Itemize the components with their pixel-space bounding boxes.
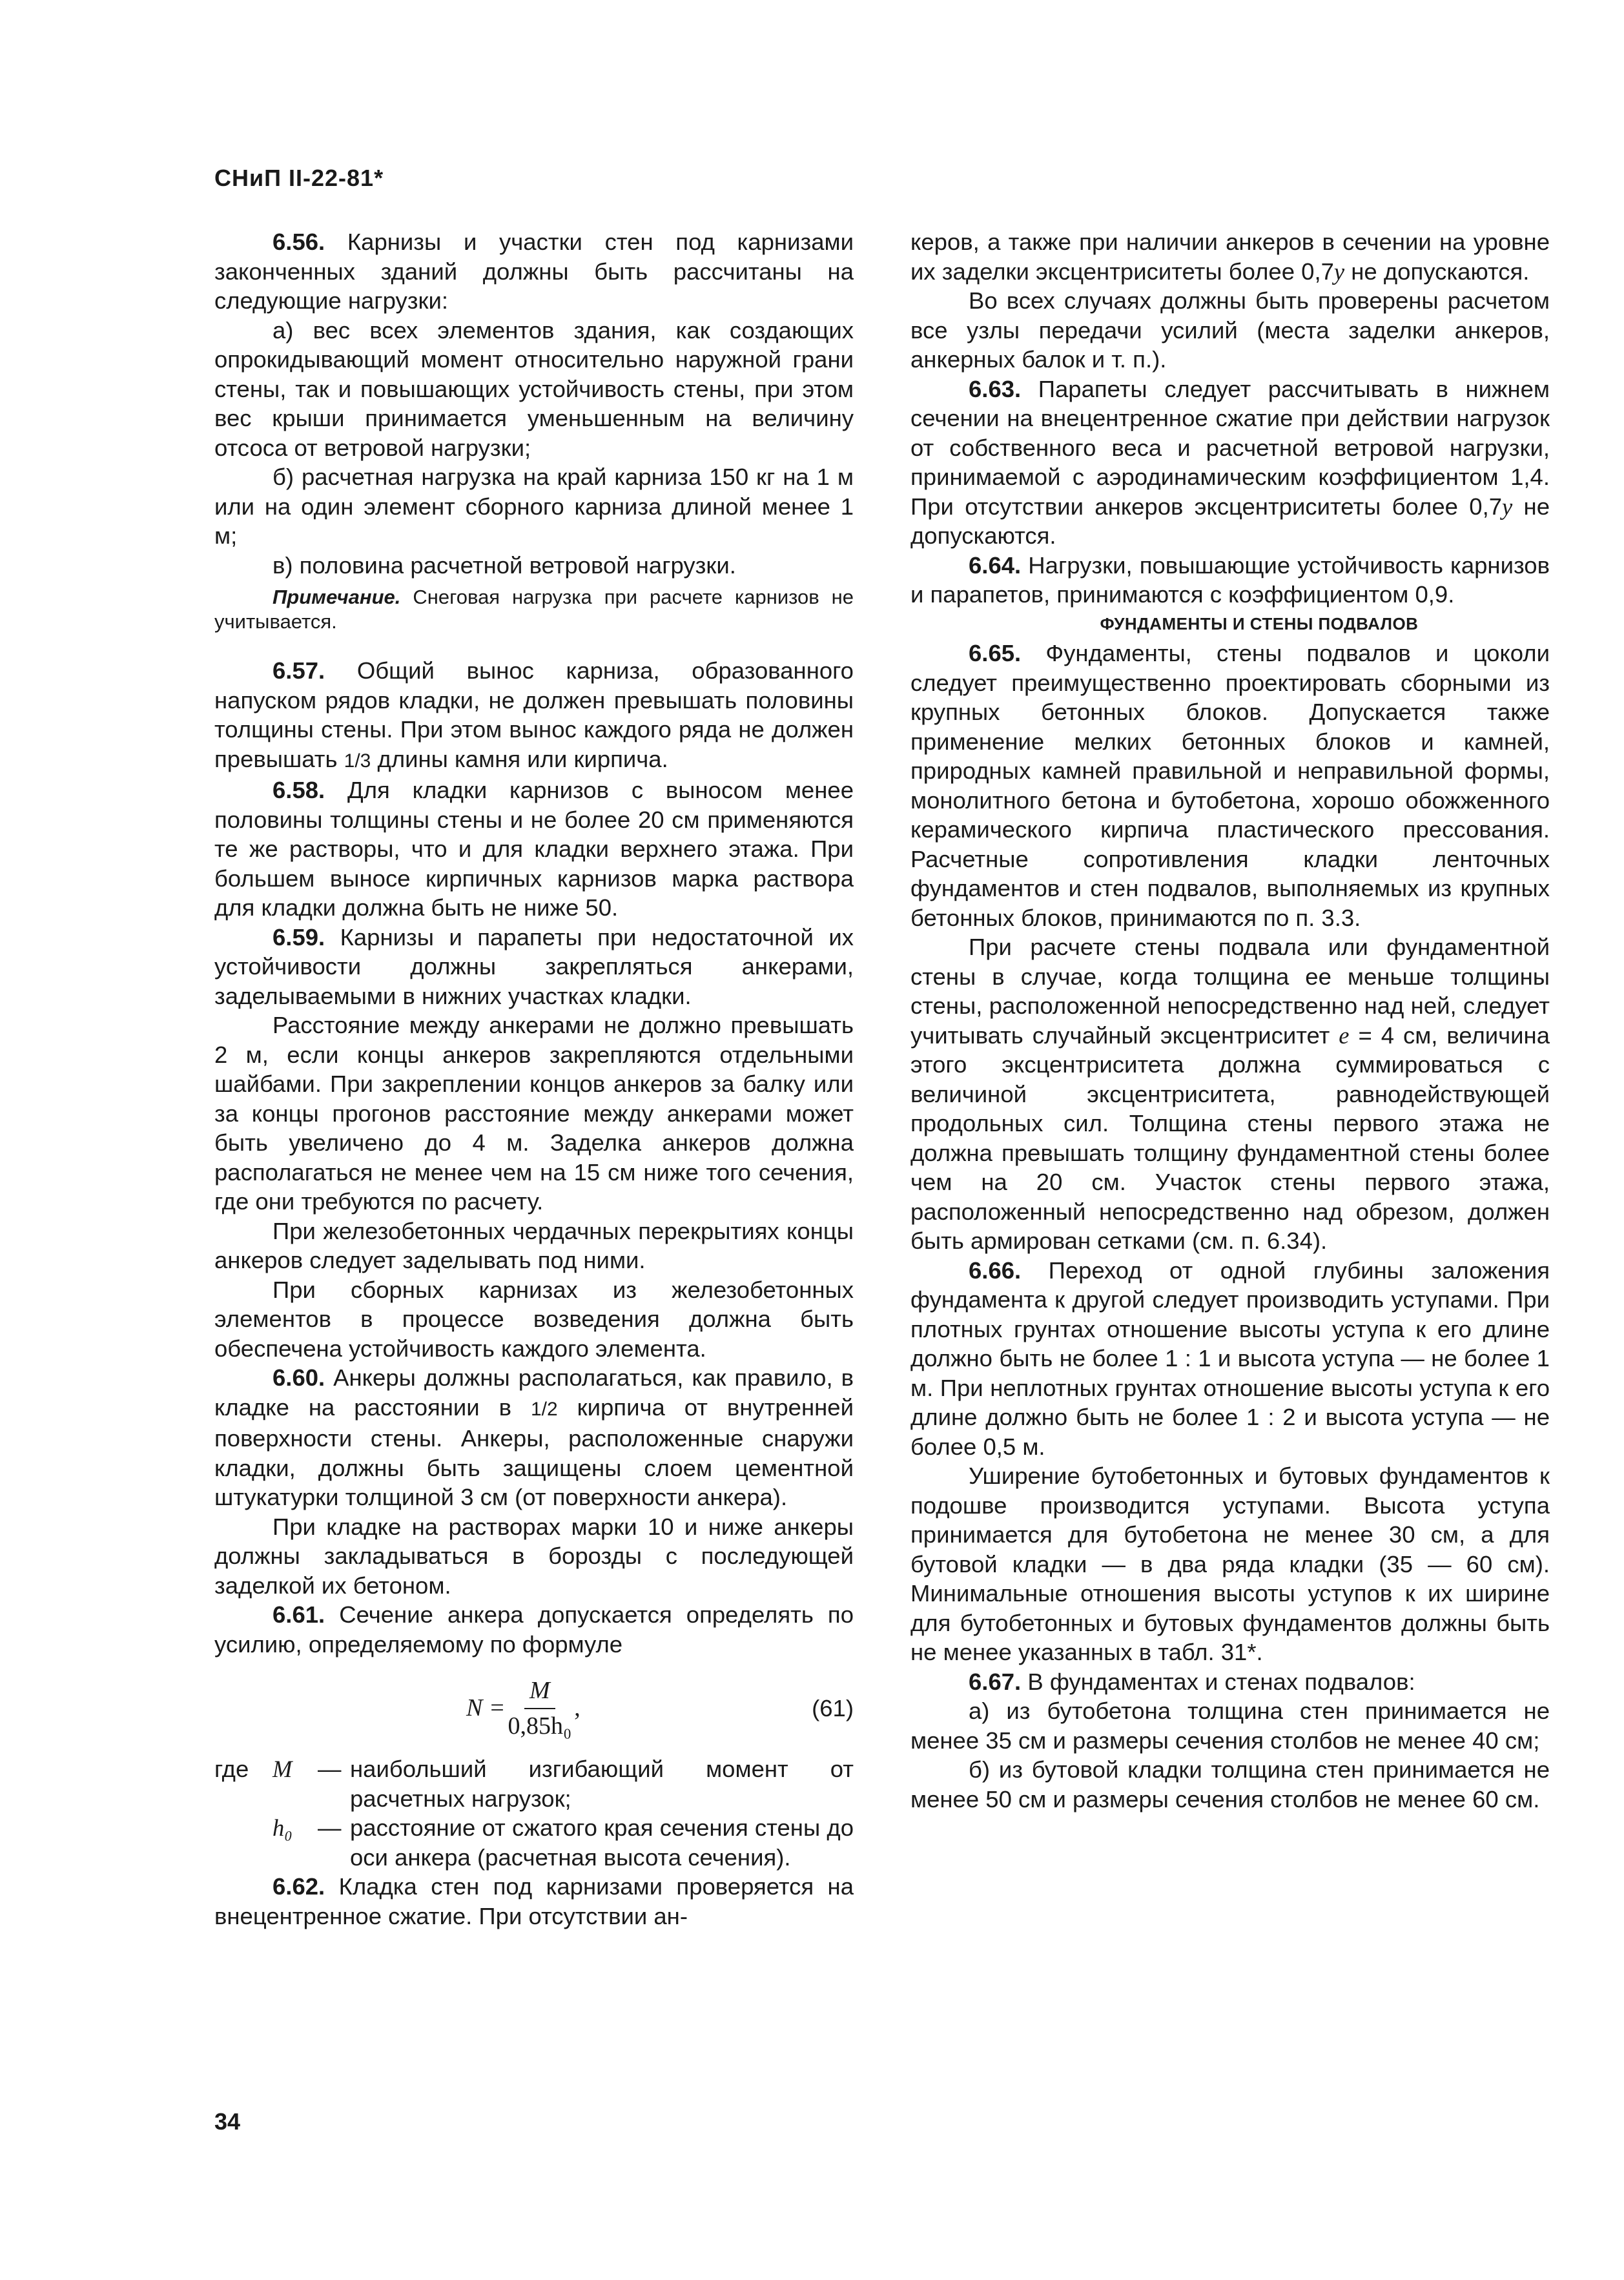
paragraph-6-62 [214,1872,854,1931]
clause-number: 6.59. [272,923,325,950]
paragraph-text: Фундаменты, стены подвалов и цоколи следует преимущественно проектировать сборными из крупных бетонных блоков. Допускается также применение мелких бетонных блоков и камней, природных камней правильной и неправильной формы, монолитного бетона и бутобетона, хорошо обожженного керамического кирпича пластического прессования. Расчетные сопротивления кладки ленточных фундаментов и стен подвалов, выполняемых из крупных бетонных блоков, принимаются по п. 3.3. [910,640,1550,931]
page-number: 34 [214,2108,241,2135]
paragraph-6-66-2: Уширение бутобетонных и бутовых фундаментов к подошве производится уступами. Высота уступа принимается для бутобетона не менее 30 см, а для бутовой кладки — в два ряда кладки (35 — 60 см). Минимальные отношения высоты уступов к их ширине для бутобетонных и бутовых фундаментов должны быть не менее указанных в табл. 31*. [910,1463,1550,1665]
paragraph-text: Карнизы и парапеты при недостаточной их устойчивости должны закрепляться анкерами, заделываемыми в нижних участках кладки. [214,923,854,1009]
paragraph-6-60 [214,1363,854,1512]
formula-number: (61) [812,1695,854,1721]
clause-number: 6.66. [969,1257,1022,1284]
formula-body [466,1667,581,1751]
paragraph-text: длины камня или кирпича. [371,745,668,772]
where-label: где [214,1756,249,1782]
paragraph-6-64 [910,551,1550,610]
paragraph-text: В фундаментах и стенах подвалов: [1021,1668,1415,1695]
inline-fraction: 1/2 [530,1398,558,1420]
right-column [910,227,1550,1814]
paragraph-text: = 4 см, величина этого эксцентриситета должна суммироваться с величиной эксцентриситета, равнодействующей продольных сил. Толщина стены первого этажа не должна превышать толщину фундаментной стены более чем на 20 см. Участок стены первого этажа, расположенный непосредственно над обрезом, должен быть армирован сетками (см. п. 6.34). [910,1022,1550,1254]
formula-definitions [214,1754,854,1872]
paragraph-text: Анкеры должны располагаться, как правило, в кладке на расстоянии в [214,1364,854,1421]
paragraph-text: Переход от одной глубины заложения фундамента к другой следует производить уступами. При плотных грунтах отношение высоты уступа к его длине должно быть не более 1 : 1 и высота уступа — не более 1 м. При неплотных грунтах отношение высоты уступа к его длине должно быть не более 1 : 2 и высота уступа — не более 0,5 м. [910,1257,1550,1460]
left-column [214,227,854,1931]
formula-comma: , [574,1694,581,1722]
paragraph-text: При расчете стены подвала или фундаментной стены в случае, когда толщина ее меньше толщины стены, расположенной непосредственно над ней, следует учитывать случайный эксцентриситет [910,934,1550,1049]
paragraph-6-59-2: Расстояние между анкерами не должно превышать 2 м, если концы анкеров закрепляются отдельными шайбами. При закреплении концов анкеров за балку или за концы прогонов расстояние между анкерами может быть увеличено до 4 м. Заделка анкеров должна располагаться не менее чем на 15 см ниже того сечения, где они требуются по расчету. [214,1012,854,1215]
paragraph-6-67-b: б) из бутовой кладки толщина стен принимается не менее 50 см и размеры сечения столбов не менее 60 см. [910,1756,1550,1813]
paragraph-6-56-a: а) вес всех элементов здания, как создающих опрокидывающий момент относительно наружной грани стены, так и повышающих устойчивость стены, при этом вес крыши принимается уменьшенным на величину отсоса от ветровой нагрузки; [214,316,854,461]
formula-denominator: 0,85h₀ [508,1712,572,1740]
paragraph-text: кирпича от внутренней поверхности стены. Анкеры, расположенные снаружи кладки, должны быть защищены слоем цементной штукатурки толщиной 3 см (от поверхности анкера). [214,1393,854,1510]
note-text: Снеговая нагрузка при расчете карнизов не учитывается. [214,586,854,633]
formula-lhs: N = [466,1694,506,1722]
math-symbol: y [1502,493,1513,520]
paragraph-checks: Во всех случаях должны быть проверены расчетом все узлы передачи усилий (места заделки анкеров, анкерных балок и т. п.). [910,287,1550,373]
formula-61 [214,1667,854,1751]
note-label: Примечание. [272,586,401,608]
definition-row [214,1754,854,1813]
paragraph-6-63 [910,375,1550,551]
paragraph-6-66 [910,1256,1550,1462]
paragraph-6-59 [214,923,854,1011]
clause-number: 6.57. [272,657,325,684]
paragraph-6-56-v: в) половина расчетной ветровой нагрузки. [272,551,736,579]
paragraph-text: Кладка стен под карнизами проверяется на внецентренное сжатие. При отсутствии ан- [214,1873,854,1929]
definition-row [214,1813,854,1872]
clause-number: 6.56. [272,229,325,255]
paragraph-6-58 [214,775,854,923]
math-symbol: e [1339,1022,1350,1049]
paragraph-text: Парапеты следует рассчитывать в нижнем сечении на внецентренное сжатие при действии нагрузок от собственного веса и расчетной ветровой нагрузки, принимаемой с аэродинамическим коэффициентом 1,4. При отсутствии анкеров эксцентриситеты более 0,7 [910,375,1550,520]
clause-number: 6.61. [272,1601,325,1628]
clause-number: 6.67. [969,1668,1022,1695]
definition-symbol: M [272,1756,293,1782]
paragraph-6-65-2 [910,932,1550,1256]
paragraph-continuation [910,227,1550,286]
paragraph-6-67-a: а) из бутобетона толщина стен принимается не менее 35 см и размеры сечения столбов не менее 40 см; [910,1698,1550,1754]
paragraph-text: Карнизы и участки стен под карнизами законченных зданий должны быть рассчитаны на следующие нагрузки: [214,229,854,314]
section-title: ФУНДАМЕНТЫ И СТЕНЫ ПОДВАЛОВ [1100,613,1419,633]
paragraph-6-60-2: При кладке на растворах марки 10 и ниже анкеры должны закладываться в борозды с последующей заделкой их бетоном. [214,1513,854,1599]
definition-text: наибольший изгибающий момент от расчетных нагрузок; [350,1756,854,1812]
paragraph-text: Сечение анкера допускается определять по усилию, определяемому по формуле [214,1601,854,1658]
paragraph-6-65 [910,639,1550,932]
paragraph-6-59-4: При сборных карнизах из железобетонных элементов в процессе возведения должна быть обеспечена устойчивость каждого элемента. [214,1276,854,1362]
clause-number: 6.58. [272,777,325,803]
paragraph-6-57 [214,656,854,775]
definition-symbol: h₀ [272,1814,293,1841]
formula-numerator: M [524,1676,555,1710]
paragraph-6-56-b: б) расчетная нагрузка на край карниза 150 кг на 1 м или на один элемент сборного карниза длиной менее 1 м; [214,464,854,549]
clause-number: 6.64. [969,551,1022,579]
clause-number: 6.63. [969,375,1022,402]
definition-text: расстояние от сжатого края сечения стены до оси анкера (расчетная высота сечения). [350,1814,854,1871]
paragraph-6-67 [910,1667,1550,1697]
paragraph-text: Общий вынос карниза, образованного напуском рядов кладки, не должен превышать половины толщины стены. При этом вынос каждого ряда не должен превышать [214,657,854,772]
note [214,585,854,634]
definition-dash: — [318,1814,342,1841]
paragraph-text: не допускаются. [910,493,1550,549]
definition-dash: — [318,1756,342,1782]
paragraph-6-61 [214,1600,854,1659]
paragraph-6-59-3: При железобетонных чердачных перекрытиях концы анкеров следует заделывать под ними. [214,1217,854,1273]
page-header: СНиП II-22-81* [214,165,384,191]
clause-number: 6.60. [272,1364,325,1391]
paragraph-text: не допускаются. [1344,258,1530,285]
clause-number: 6.62. [272,1873,325,1900]
paragraph-text: Нагрузки, повышающие устойчивость карнизов и парапетов, принимаются с коэффициентом 0,9. [910,551,1550,608]
paragraph-text: Для кладки карнизов с выносом менее половины толщины стены и не более 20 см применяются те же растворы, что и для кладки верхнего этажа. При большем выносе кирпичных карнизов марка раствора для кладки должна быть не ниже 50. [214,777,854,921]
formula-fraction [508,1676,572,1741]
inline-fraction: 1/3 [344,750,371,772]
paragraph-text: керов, а также при наличии анкеров в сечении на уровне их заделки эксцентриситеты более 0,7 [910,229,1550,285]
math-symbol: y [1333,258,1345,285]
clause-number: 6.65. [969,640,1022,666]
paragraph-6-56 [214,227,854,316]
